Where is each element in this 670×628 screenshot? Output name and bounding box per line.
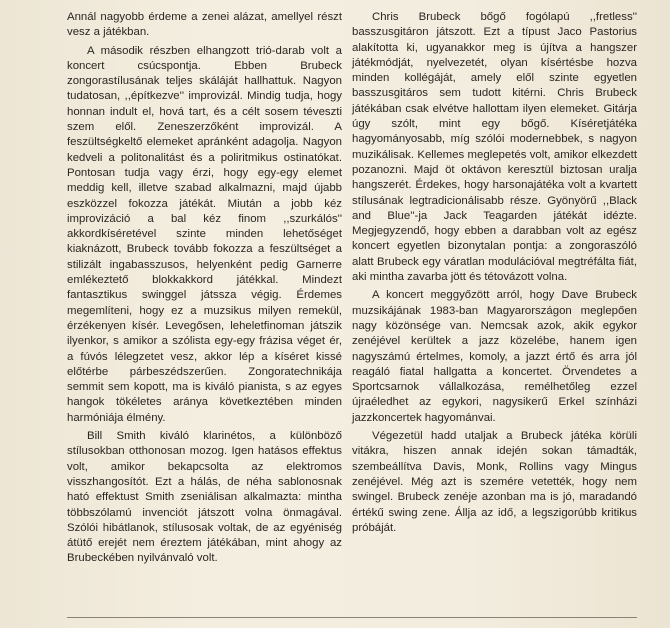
right-text-column (352, 10, 637, 539)
paragraph-left-3: Bill Smith kiváló klarinétos, a különböző stílusokban otthonosan mozog. Igen hatásos effektus volt, amikor bekapcsolta az elektromos visszhangosítót. Ezt a hálás, de néha sablonosnak ható effektust Smith zseniálisan alkalmazta: mintha többszólamú invenciót játszott volna önmagával. Szólói hibátlanok, stílusosak voltak, de az egyéniség átütő erejét nem éreztem játékában, mint ahogy az Brubeckében nyilvánvaló volt. (67, 430, 342, 565)
paragraph-left-2: A második részben elhangzott trió-darab volt a koncert csúcspontja. Ebben Brubeck zongorastílusának teljes skáláját hallhattuk. Nagyon tudatosan, ,,építkezve'' improvizál. Mindig tudja, hogy honnan indult el, hová tart, és a célt sosem téveszti szem elől. Zeneszerzőként improvizál. A feszültségkeltő elemeket apránként adagolja. Nagyon kedveli a politonalitást és a poliritmikus ostinatókat. Pontosan tudja vagy érzi, hogy egy-egy elemet meddig kell, illetve szabad alkalmazni, majd újabb eszközzel fokozza játékát. Miután a jobb kéz improvizáció a bal kéz finom ,,szurkálós'' akkordkíséretével szinte minden lehetőséget kiaknázott, Brubeck tovább fokozza a feszültséget a stilizált ingabasszusos, helyenként pedig Garnerre emlékeztető blokkakkord játékkal. Mindezt fantasztikus swinggel játssza végig. Érdemes megemlíteni, hogy ez a muzsikus milyen remekül, érzékenyen kísér. Levegősen, leheletfinoman játszik ilyenkor, s amikor a szólista egy-egy frázisa véget ér, a fúvós lélegzetet vesz, akkor lép a kíséret kissé előtérbe párbeszédszerűen. Zongoratechnikája semmit sem kopott, ma is kiváló pianista, s az egyes hangok tökéletes aránya következtében minden harmóniája élmény. (67, 44, 342, 424)
paragraph-right-1: Chris Brubeck bőgő fogólapú ,,fretless'' basszusgitáron játszott. Ezt a típust Jaco Pastorius alakította ki, ugyanakkor meg is újítva a hangszer játékmódját, nyelvezetét, olyan kísértésbe hozva minden kollégáját, amely elől szinte egyetlen basszusgitáros sem tudott kitérni. Chris Brubeck játékában csak elvétve hallottam ilyen elemeket. Gitárja úgy szólt, mint egy bőgő. Kíséretjátéka hagyományosabb, míg szólói modernebbek, s nagyon muzikálisak. Kellemes meglepetés volt, amikor elkezdett pozanozni. Majd öt oktávon keresztül biztosan uralja hangszerét. Érdekes, hogy harsonajátéka volt a kvartett stílusának legtradicionálisabb része. Gyönyörű ,,Black and Blue''-ja Jack Teagarden játékát idézte. Megjegyzendő, hogy ebben a darabban volt az egész koncert egyetlen bizonytalan pontja: a zongoraszóló alatt Brubeck egy váratlan modulációval megtréfálta fiát, aki mintha zavarba jött és tétovázott volna. (352, 11, 637, 284)
paragraph-left-1: Annál nagyobb érdeme a zenei alázat, amellyel részt vesz a játékban. (67, 11, 342, 39)
left-text-column (67, 10, 342, 570)
paragraph-right-3: Végezetül hadd utaljak a Brubeck játéka körüli vitákra, hiszen annak idején sokan támadták, szembeállítva Davis, Monk, Rollins vagy Mingus zenéjével. Még azt is szemére vetették, hogy nem swingel. Brubeck zenéje azonban ma is jó, maradandó értékű swing zene. Állja az idő, a legszigorúbb kritikus próbáját. (352, 430, 637, 534)
paragraph-right-2: A koncert meggyőzött arról, hogy Dave Brubeck muzsikájának 1983-ban Magyarországon meglepően nagy közönsége van. Nemcsak azok, akik egykor zenéjével kerültek a jazz közelébe, hanem igen nagyszámú értelmes, komoly, a jazzt értő és arra jól reagáló fiatal hallgatta a koncertet. Örvendetes a Sportcsarnok vállalkozása, remélhetőleg ezzel újraéledhet az egykori, nagysikerű Erkel színházi jazzkoncertek hagyománvai. (352, 289, 637, 424)
bottom-divider (67, 617, 637, 618)
